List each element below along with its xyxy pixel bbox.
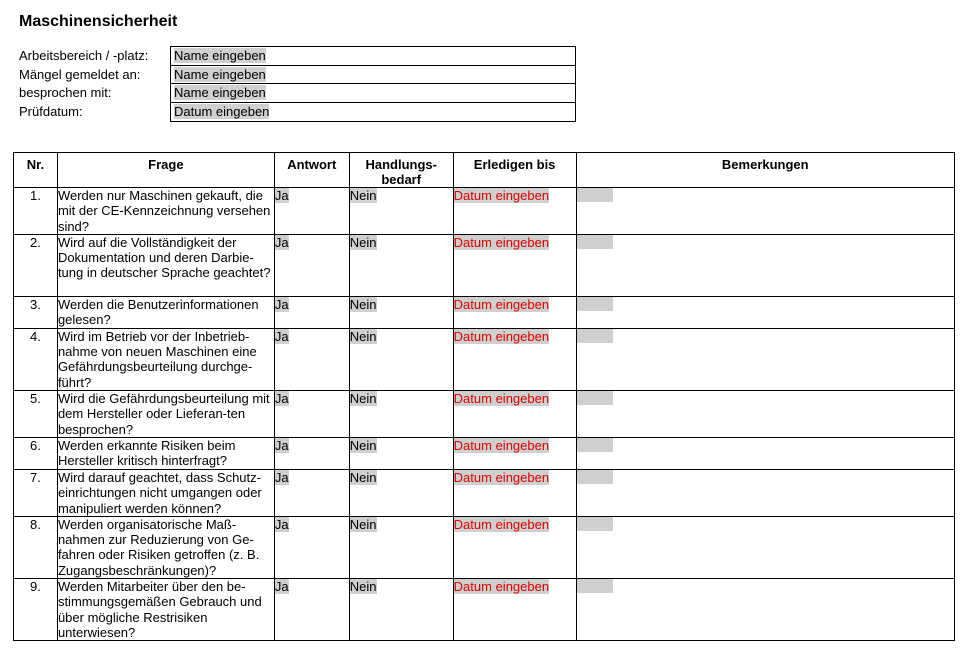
row-bemerkungen-cell[interactable] xyxy=(576,328,954,390)
row-handlungsbedarf-cell[interactable] xyxy=(349,188,453,235)
label-maengel: Mängel gemeldet an: xyxy=(19,66,141,82)
handlungsbedarf-field[interactable]: Nein xyxy=(349,516,377,532)
erledigen-date-field[interactable]: Datum eingeben xyxy=(453,516,550,532)
row-handlungsbedarf-cell[interactable] xyxy=(349,328,453,390)
pruefdatum-field[interactable] xyxy=(171,103,575,122)
table-row xyxy=(14,188,955,235)
row-handlungsbedarf-cell[interactable] xyxy=(349,234,453,296)
handlungsbedarf-field[interactable]: Nein xyxy=(349,579,377,595)
bemerkungen-field[interactable] xyxy=(577,188,613,202)
row-bemerkungen-cell[interactable] xyxy=(576,391,954,438)
row-antwort-cell[interactable] xyxy=(274,469,349,516)
row-bemerkungen-cell[interactable] xyxy=(576,469,954,516)
row-antwort-cell[interactable] xyxy=(274,296,349,328)
row-frage: Werden organisatorische Maß-nahmen zur Reduzierung von Ge-fahren oder Risiken getroffen (z. B. Zugangsbeschränkungen)? xyxy=(57,516,274,578)
row-nr: 2. xyxy=(14,234,58,296)
antwort-field[interactable]: Ja xyxy=(274,579,289,595)
col-handlungsbedarf: Handlungs- bedarf xyxy=(349,153,453,188)
erledigen-date-field[interactable]: Datum eingeben xyxy=(453,296,550,312)
erledigen-date-field[interactable]: Datum eingeben xyxy=(453,391,550,407)
bemerkungen-field[interactable] xyxy=(577,297,613,311)
maengel-value[interactable]: Name eingeben xyxy=(174,66,266,82)
row-handlungsbedarf-cell[interactable] xyxy=(349,391,453,438)
row-frage: Wird die Gefährdungsbeurteilung mit dem Hersteller oder Lieferan-ten besprochen? xyxy=(57,391,274,438)
bemerkungen-field[interactable] xyxy=(577,438,613,452)
row-nr: 9. xyxy=(14,579,58,641)
col-nr: Nr. xyxy=(14,153,58,188)
handlungsbedarf-field[interactable]: Nein xyxy=(349,296,377,312)
row-nr: 1. xyxy=(14,188,58,235)
col-erledigen-bis: Erledigen bis xyxy=(453,153,576,188)
row-bemerkungen-cell[interactable] xyxy=(576,296,954,328)
bemerkungen-field[interactable] xyxy=(577,517,613,531)
row-bemerkungen-cell[interactable] xyxy=(576,579,954,641)
table-row xyxy=(14,234,955,296)
row-erledigen-cell[interactable] xyxy=(453,188,576,235)
row-handlungsbedarf-cell[interactable] xyxy=(349,437,453,469)
row-frage: Wird darauf geachtet, dass Schutz-einrichtungen nicht umgangen oder manipuliert werden können? xyxy=(57,469,274,516)
row-handlungsbedarf-cell[interactable] xyxy=(349,579,453,641)
label-besprochen: besprochen mit: xyxy=(19,85,112,100)
handlungsbedarf-field[interactable]: Nein xyxy=(349,391,377,407)
bemerkungen-field[interactable] xyxy=(577,329,613,343)
row-erledigen-cell[interactable] xyxy=(453,437,576,469)
row-antwort-cell[interactable] xyxy=(274,516,349,578)
table-row xyxy=(14,469,955,516)
table-row xyxy=(14,391,955,438)
row-antwort-cell[interactable] xyxy=(274,234,349,296)
handlungsbedarf-field[interactable]: Nein xyxy=(349,234,377,250)
maengel-field[interactable] xyxy=(171,66,575,85)
row-handlungsbedarf-cell[interactable] xyxy=(349,296,453,328)
erledigen-date-field[interactable]: Datum eingeben xyxy=(453,328,550,344)
bemerkungen-field[interactable] xyxy=(577,470,613,484)
row-erledigen-cell[interactable] xyxy=(453,469,576,516)
row-bemerkungen-cell[interactable] xyxy=(576,437,954,469)
row-nr: 6. xyxy=(14,437,58,469)
handlungsbedarf-field[interactable]: Nein xyxy=(349,437,377,453)
col-bemerkungen: Bemerkungen xyxy=(576,153,954,188)
handlungsbedarf-field[interactable]: Nein xyxy=(349,469,377,485)
row-erledigen-cell[interactable] xyxy=(453,516,576,578)
antwort-field[interactable]: Ja xyxy=(274,188,289,203)
table-header-row xyxy=(14,153,955,188)
row-erledigen-cell[interactable] xyxy=(453,391,576,438)
row-antwort-cell[interactable] xyxy=(274,188,349,235)
antwort-field[interactable]: Ja xyxy=(274,296,289,312)
table-row xyxy=(14,437,955,469)
row-erledigen-cell[interactable] xyxy=(453,234,576,296)
besprochen-value[interactable]: Name eingeben xyxy=(174,85,266,100)
label-pruefdatum: Prüfdatum: xyxy=(19,103,83,119)
bemerkungen-field[interactable] xyxy=(577,235,613,249)
bemerkungen-field[interactable] xyxy=(577,579,613,593)
label-arbeitsbereich: Arbeitsbereich / -platz: xyxy=(19,48,149,63)
row-antwort-cell[interactable] xyxy=(274,579,349,641)
row-nr: 8. xyxy=(14,516,58,578)
row-nr: 3. xyxy=(14,296,58,328)
table-row xyxy=(14,516,955,578)
row-frage: Werden die Benutzerinformationen gelesen? xyxy=(57,296,274,328)
row-antwort-cell[interactable] xyxy=(274,437,349,469)
arbeitsbereich-value[interactable]: Name eingeben xyxy=(174,48,266,63)
row-nr: 7. xyxy=(14,469,58,516)
row-erledigen-cell[interactable] xyxy=(453,296,576,328)
erledigen-date-field[interactable]: Datum eingeben xyxy=(453,188,550,203)
antwort-field[interactable]: Ja xyxy=(274,516,289,532)
erledigen-date-field[interactable]: Datum eingeben xyxy=(453,579,550,595)
bemerkungen-field[interactable] xyxy=(577,391,613,405)
table-row xyxy=(14,579,955,641)
col-antwort: Antwort xyxy=(274,153,349,188)
pruefdatum-value[interactable]: Datum eingeben xyxy=(174,103,270,119)
erledigen-date-field[interactable]: Datum eingeben xyxy=(453,234,550,250)
row-nr: 4. xyxy=(14,328,58,390)
header-fields-box xyxy=(170,46,576,122)
erledigen-date-field[interactable]: Datum eingeben xyxy=(453,437,550,453)
handlungsbedarf-field[interactable]: Nein xyxy=(349,328,377,344)
row-frage: Werden nur Maschinen gekauft, die mit der CE-Kennzeichnung versehen sind? xyxy=(57,188,274,235)
antwort-field[interactable]: Ja xyxy=(274,328,289,344)
row-antwort-cell[interactable] xyxy=(274,328,349,390)
row-handlungsbedarf-cell[interactable] xyxy=(349,469,453,516)
row-bemerkungen-cell[interactable] xyxy=(576,516,954,578)
handlungsbedarf-field[interactable]: Nein xyxy=(349,188,377,203)
row-erledigen-cell[interactable] xyxy=(453,579,576,641)
row-handlungsbedarf-cell[interactable] xyxy=(349,516,453,578)
row-frage: Werden erkannte Risiken beim Hersteller kritisch hinterfragt? xyxy=(57,437,274,469)
antwort-field[interactable]: Ja xyxy=(274,469,289,485)
row-frage: Wird auf die Vollständigkeit der Dokumentation und deren Darbie-tung in deutscher Sprache geachtet? xyxy=(57,234,274,296)
table-row xyxy=(14,296,955,328)
antwort-field[interactable]: Ja xyxy=(274,234,289,250)
erledigen-date-field[interactable]: Datum eingeben xyxy=(453,469,550,485)
row-bemerkungen-cell[interactable] xyxy=(576,234,954,296)
besprochen-field[interactable] xyxy=(171,84,575,103)
antwort-field[interactable]: Ja xyxy=(274,391,289,407)
row-bemerkungen-cell[interactable] xyxy=(576,188,954,235)
checklist-table xyxy=(13,152,955,641)
row-antwort-cell[interactable] xyxy=(274,391,349,438)
row-frage: Wird im Betrieb vor der Inbetrieb-nahme von neuen Maschinen eine Gefährdungsbeurteilung durchge-führt? xyxy=(57,328,274,390)
arbeitsbereich-field[interactable] xyxy=(171,47,575,66)
row-nr: 5. xyxy=(14,391,58,438)
header-labels xyxy=(19,47,148,121)
table-row xyxy=(14,328,955,390)
col-frage: Frage xyxy=(57,153,274,188)
row-erledigen-cell[interactable] xyxy=(453,328,576,390)
antwort-field[interactable]: Ja xyxy=(274,437,289,453)
page-title: Maschinensicherheit xyxy=(19,13,178,30)
row-frage: Werden Mitarbeiter über den be-stimmungsgemäßen Gebrauch und über mögliche Restrisiken unterwiesen? xyxy=(57,579,274,641)
